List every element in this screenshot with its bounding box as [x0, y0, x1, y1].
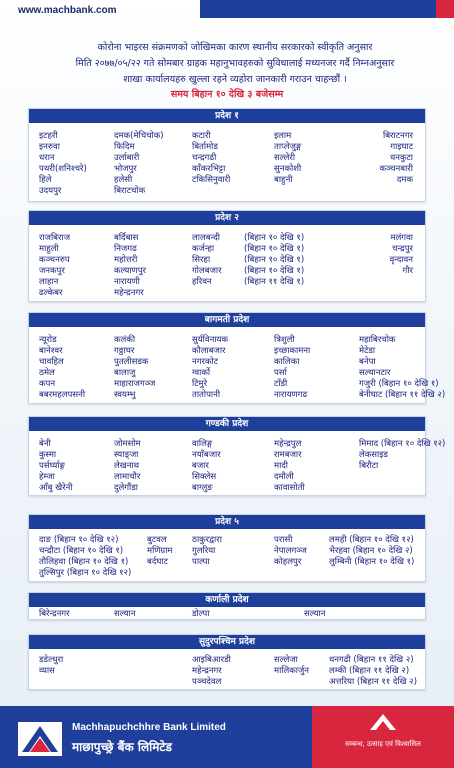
branch-name: फिदिम: [114, 142, 135, 152]
mountain-mini-icon: [370, 714, 396, 730]
branch-name: बेनीघाट (बिहान ११ देखि २): [359, 390, 446, 400]
branch-name: कपन: [39, 379, 56, 389]
province-title: सुदुरपश्चिम प्रदेश: [29, 635, 425, 649]
branch-name: बुटवल: [147, 535, 167, 545]
table-row: [29, 288, 425, 299]
table-row: [29, 546, 425, 557]
province-panel-1: [28, 108, 426, 202]
table-row: [29, 277, 425, 288]
branch-name: पथरी(शनिश्चरे): [39, 164, 87, 174]
province-panel-2: [28, 210, 426, 302]
branch-name: इटहरी: [39, 131, 58, 141]
branch-name: काँकरभिट्टा: [192, 164, 226, 174]
branch-hours: (बिहान १० देखि १): [244, 233, 305, 243]
branch-name: नारायणगढ: [274, 390, 308, 400]
branch-name: माहुली: [39, 244, 59, 254]
branch-name: बबरमहलपसनी: [39, 390, 86, 400]
bank-name-nepali: माछापुच्छ्रे बैंक लिमिटेड: [72, 740, 172, 754]
branch-name: कलंकी: [114, 335, 136, 345]
branch-name: कौलाबजार: [192, 346, 226, 356]
branch-name: धनगढी (बिहान ११ देखि २): [329, 655, 414, 665]
table-row: [29, 557, 425, 568]
branch-name: दमक: [396, 175, 413, 185]
branch-name: हरिवन: [192, 277, 212, 287]
branch-name: डोल्पा: [192, 609, 210, 619]
province-panel-karnali: [28, 592, 426, 620]
top-red-band: [436, 0, 454, 18]
table-row: [29, 233, 425, 244]
branch-name: हलेसी: [114, 175, 133, 185]
branch-name: ठाकुरद्वारा: [192, 535, 222, 545]
table-row: [29, 379, 439, 390]
province-panel-sudurpashchim: [28, 634, 426, 690]
branch-name: हिले: [39, 175, 52, 185]
table-row: [29, 666, 425, 677]
branch-name: सल्यानटार: [359, 368, 391, 378]
website-url[interactable]: www.machbank.com: [18, 5, 117, 16]
top-blue-band: [200, 0, 436, 18]
branch-name: गजुरी (बिहान १० देखि १): [359, 379, 439, 389]
branch-name: बिरेन्द्रनगर: [39, 609, 70, 619]
branch-name: बनेपा: [359, 357, 376, 367]
branch-name: गोलबजार: [192, 266, 222, 276]
branch-name: परासी: [274, 535, 293, 545]
branch-name: लम्की (बिहान ११ देखि २): [329, 666, 410, 676]
branch-name: धनकुटा: [390, 153, 413, 163]
branch-name: सल्यान: [114, 609, 136, 619]
table-row: [29, 609, 425, 620]
branch-name: आइबिआरडी: [192, 655, 231, 665]
branch-name: गुलरिया: [192, 546, 216, 556]
branch-name: वृन्दावन: [389, 255, 413, 265]
branch-name: बिराटचोक: [114, 186, 146, 196]
province-panel-gandaki: [28, 416, 446, 496]
branch-name: ढल्केबर: [39, 288, 63, 298]
branch-name: कञ्चनरुप: [39, 255, 70, 265]
branch-name: निजगढ: [114, 244, 137, 254]
branch-name: बानेश्वर: [39, 346, 63, 356]
branch-name: चन्द्रौटा (बिहान १० देखि १): [39, 546, 124, 556]
branch-name: महाबिरचोक: [359, 335, 396, 345]
branch-name: पाल्पा: [192, 557, 210, 567]
branch-list: [29, 649, 425, 688]
branch-name: इलाम: [274, 131, 292, 141]
intro-line: मिति २०७७/०५/२२ गते सोमबार ग्राहक महानुभावहरुको सुविधालाई मध्यनजर गर्दै निम्नअनुसार: [75, 58, 395, 69]
branch-name: धरान: [39, 153, 55, 163]
branch-name: सल्लेरी: [274, 153, 296, 163]
branch-name: पर्सर्घ्याङ्ग: [39, 461, 65, 471]
table-row: [29, 483, 425, 494]
table-row: [29, 255, 425, 266]
branch-name: इच्छाकामना: [274, 346, 311, 356]
branch-name: गठ्ठाघर: [114, 346, 135, 356]
time-notice: समय बिहान १० देखि ३ बजेसम्म: [170, 89, 284, 100]
intro-text: [40, 40, 430, 88]
branch-name: महेन्द्रनगर: [192, 666, 222, 676]
branch-name: लालबन्दी: [192, 233, 220, 243]
branch-name: स्वयम्भु: [114, 390, 136, 400]
branch-name: डडेल्धुरा: [39, 655, 64, 665]
branch-name: बाग्लुङ: [192, 483, 213, 493]
branch-name: कल्याणपुर: [114, 266, 146, 276]
branch-name: तौलिहवा (बिहान १० देखि १): [39, 557, 129, 567]
branch-list: [29, 327, 446, 401]
table-row: [29, 390, 446, 401]
branch-name: पुतलीसडक: [114, 357, 149, 367]
table-row: [29, 568, 425, 579]
table-row: [29, 677, 425, 688]
branch-name: उदयपुर: [39, 186, 62, 196]
branch-name: बिराटनगर: [383, 131, 413, 141]
branch-name: मादी: [274, 461, 288, 471]
table-row: [29, 335, 425, 346]
branch-name: ग्वार्को: [192, 368, 211, 378]
branch-name: न्यूरोड: [39, 335, 57, 345]
province-title: प्रदेश १: [29, 109, 425, 123]
table-row: [29, 244, 425, 255]
branch-name: ताप्लेजुङ्ग: [274, 142, 302, 152]
footer-red-panel: [312, 706, 454, 768]
branch-name: टकिसिनुवारी: [192, 175, 231, 185]
branch-name: जोमसोम: [114, 439, 141, 449]
branch-name: राजबिराज: [39, 233, 71, 243]
province-panel-5: [28, 514, 426, 582]
branch-name: लेखनाथ: [114, 461, 140, 471]
branch-list: [29, 123, 425, 197]
branch-name: अत्तरिया (बिहान ११ देखि २): [329, 677, 418, 687]
branch-name: तुल्सिपुर (बिहान १० देखि १२): [39, 568, 132, 578]
branch-name: टाँडी: [274, 379, 288, 389]
branch-name: बेनी: [39, 439, 51, 449]
branch-name: बिरौटा: [359, 461, 379, 471]
branch-hours: (बिहान ११ देखि १): [244, 277, 305, 287]
branch-name: मणिग्राम: [147, 546, 173, 556]
mountain-logo-icon: [22, 726, 58, 752]
branch-name: माहाराजगञ्ज: [114, 379, 156, 389]
branch-name: दाङ (बिहान १० देखि १२): [39, 535, 119, 545]
branch-name: रामबजार: [274, 450, 302, 460]
branch-hours: (बिहान १० देखि १): [244, 255, 305, 265]
branch-name: तातोपानी: [192, 390, 221, 400]
table-row: [29, 175, 425, 186]
province-title: बागमती प्रदेश: [29, 313, 425, 327]
branch-name: सल्लेजा: [274, 655, 298, 665]
branch-name: दुलेगौंडा: [114, 483, 139, 493]
branch-name: बजार: [192, 461, 209, 471]
branch-name: लुम्बिनी (बिहान १० देखि १): [329, 557, 415, 567]
branch-name: टिमुरे: [192, 379, 208, 389]
table-row: [29, 346, 425, 357]
branch-name: लामाचौर: [114, 472, 141, 482]
table-row: [29, 461, 425, 472]
branch-list: [29, 431, 446, 494]
branch-name: सिरहा: [192, 255, 211, 265]
branch-name: महेन्द्रनगर: [114, 288, 144, 298]
branch-name: मिमाद (बिहान १० देखि १२): [359, 439, 446, 449]
branch-name: मालिकार्जुन: [274, 666, 310, 676]
branch-name: कञ्चनबारी: [379, 164, 413, 174]
province-title: प्रदेश ५: [29, 515, 425, 529]
branch-name: नारायणी: [114, 277, 140, 287]
branch-name: बर्दिबास: [114, 233, 139, 243]
branch-name: गाइघाट: [390, 142, 413, 152]
bank-name-english: Machhapuchchhre Bank Limited: [72, 722, 226, 733]
branch-name: मेटेडा: [359, 346, 376, 356]
branch-name: पञ्चदेवल: [192, 677, 222, 687]
branch-hours: (बिहान १० देखि १): [244, 244, 305, 254]
branch-name: स्याङ्जा: [114, 450, 139, 460]
branch-name: व्यास: [39, 666, 55, 676]
table-row: [29, 357, 425, 368]
branch-name: ठमेल: [39, 368, 55, 378]
branch-name: भैरहवा (बिहान १० देखि २): [329, 546, 413, 556]
table-row: [29, 655, 425, 666]
table-row: [29, 472, 425, 483]
branch-name: कोहलपुर: [274, 557, 302, 567]
table-row: [29, 266, 425, 277]
branch-name: चावहिल: [39, 357, 64, 367]
table-row: [29, 153, 425, 164]
table-row: [29, 450, 425, 461]
branch-name: महोत्तरी: [114, 255, 138, 265]
branch-name: त्रिशुली: [274, 335, 295, 345]
top-bar: [0, 0, 454, 20]
branch-name: कुस्मा: [39, 450, 57, 460]
branch-name: आँबु खैरेनी: [39, 483, 73, 493]
branch-name: मलंगवा: [390, 233, 413, 243]
tagline: सम्बन्ध, उत्साह एवं विश्वासिल: [345, 740, 421, 748]
branch-name: बालाजु: [114, 368, 136, 378]
table-row: [29, 439, 446, 450]
branch-name: कर्जन्हा: [192, 244, 215, 254]
branch-name: सुनकोशी: [274, 164, 302, 174]
branch-name: सुर्यविनायक: [192, 335, 228, 345]
branch-list: [29, 225, 425, 299]
branch-name: महेन्द्रपुल: [274, 439, 302, 449]
branch-list: [29, 529, 425, 579]
branch-name: उर्लाबारी: [114, 153, 140, 163]
intro-line: शाखा कार्यालयहरु खुल्ला रहने व्यहोरा जानकारी गराउन चाहन्छौं ।: [123, 74, 347, 85]
branch-name: चन्द्रगढी: [192, 153, 217, 163]
branch-name: गौर: [402, 266, 413, 276]
province-title: प्रदेश २: [29, 211, 425, 225]
province-title: गण्डकी प्रदेश: [29, 417, 425, 431]
branch-name: नेपालगञ्ज: [274, 546, 307, 556]
branch-name: नगरकोट: [192, 357, 218, 367]
branch-name: चन्द्रपुर: [392, 244, 413, 254]
branch-name: नयाँबजार: [192, 450, 221, 460]
branch-name: हेम्जा: [39, 472, 55, 482]
intro-line: कोरोना भाइरस संक्रमणको जोखिमका कारण स्थानीय सरकारको स्वीकृति अनुसार: [97, 42, 373, 53]
branch-name: वालिङ्ग: [192, 439, 213, 449]
province-title: कर्णाली प्रदेश: [29, 593, 425, 607]
branch-name: बिर्तामोड: [192, 142, 218, 152]
bank-logo: [18, 722, 62, 756]
table-row: [29, 164, 425, 175]
branch-name: भोजपुर: [114, 164, 137, 174]
branch-name: जनकपुर: [39, 266, 65, 276]
branch-list: [29, 607, 425, 620]
table-row: [29, 142, 425, 153]
branch-name: दमौली: [274, 472, 294, 482]
branch-name: बर्दघाट: [147, 557, 168, 567]
branch-name: कालिका: [274, 357, 300, 367]
table-row: [29, 535, 425, 546]
province-panel-bagmati: [28, 312, 446, 404]
branch-name: दमक(मेचिचोक): [114, 131, 164, 141]
branch-hours: (बिहान १० देखि १): [244, 266, 305, 276]
branch-name: सिक्लेस: [192, 472, 217, 482]
branch-name: लेकसाइड: [359, 450, 388, 460]
branch-name: कावासोती: [274, 483, 305, 493]
table-row: [29, 186, 425, 197]
branch-name: इनरुवा: [39, 142, 60, 152]
branch-name: बाहुनी: [274, 175, 293, 185]
branch-name: सल्यान: [304, 609, 326, 619]
branch-name: कटारी: [192, 131, 211, 141]
branch-name: पर्सा: [274, 368, 287, 378]
table-row: [29, 131, 425, 142]
branch-name: लाहान: [39, 277, 59, 287]
table-row: [29, 368, 425, 379]
branch-name: लमही (बिहान १० देखि १२): [329, 535, 414, 545]
